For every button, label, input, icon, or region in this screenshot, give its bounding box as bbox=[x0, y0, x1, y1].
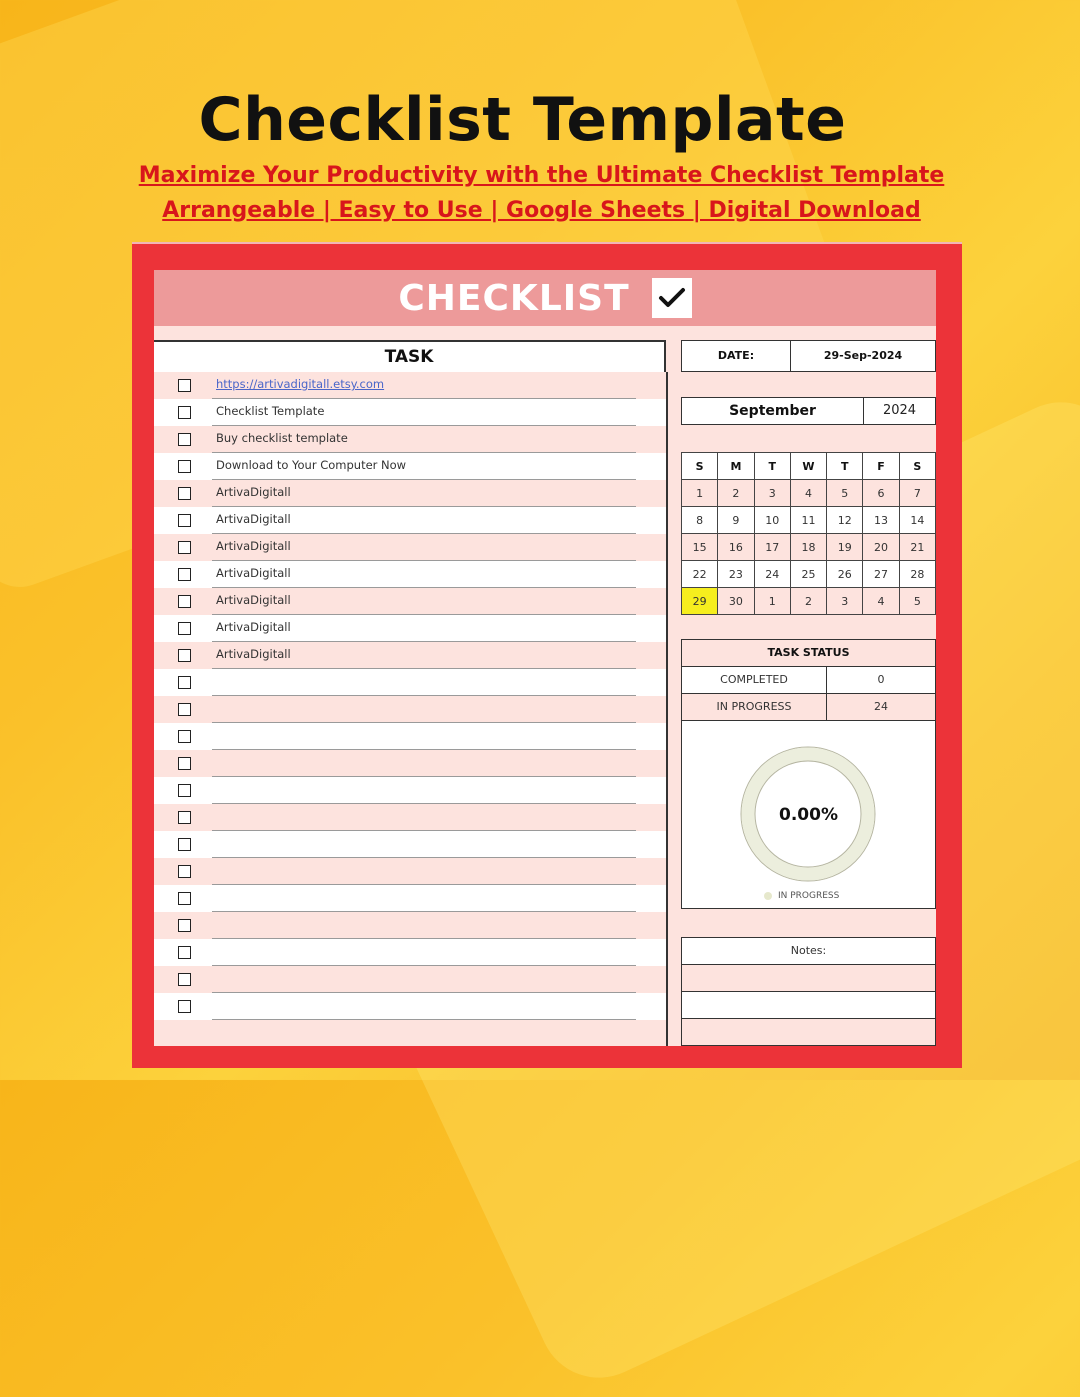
task-row bbox=[154, 966, 666, 993]
task-status-title: TASK STATUS bbox=[681, 639, 936, 667]
date-value[interactable]: 29-Sep-2024 bbox=[823, 349, 903, 362]
task-row bbox=[154, 480, 666, 507]
calendar-day[interactable]: 15 bbox=[682, 534, 718, 561]
task-checkbox[interactable] bbox=[178, 946, 191, 959]
calendar-day[interactable]: 28 bbox=[899, 561, 935, 588]
task-checkbox[interactable] bbox=[178, 433, 191, 446]
calendar-day[interactable]: 12 bbox=[827, 507, 863, 534]
calendar-day[interactable]: 26 bbox=[827, 561, 863, 588]
weekday-label: T bbox=[754, 453, 790, 480]
calendar-day[interactable]: 8 bbox=[682, 507, 718, 534]
calendar-day[interactable]: 14 bbox=[899, 507, 935, 534]
task-row bbox=[154, 777, 666, 804]
task-row bbox=[154, 750, 666, 777]
completed-label: COMPLETED bbox=[682, 667, 827, 693]
task-column bbox=[154, 340, 666, 1046]
calendar-week bbox=[682, 534, 936, 561]
task-row bbox=[154, 426, 666, 453]
task-header: TASK bbox=[154, 340, 666, 372]
calendar-day[interactable]: 9 bbox=[718, 507, 754, 534]
calendar-day[interactable]: 27 bbox=[863, 561, 899, 588]
task-text[interactable]: ArtivaDigitall bbox=[216, 485, 291, 499]
task-checkbox[interactable] bbox=[178, 973, 191, 986]
calendar-day[interactable]: 18 bbox=[790, 534, 826, 561]
task-status bbox=[681, 639, 936, 721]
task-text[interactable]: ArtivaDigitall bbox=[216, 593, 291, 607]
legend-label: IN PROGRESS bbox=[778, 891, 840, 901]
completed-value: 0 bbox=[877, 673, 885, 686]
donut-legend bbox=[764, 891, 839, 901]
notes-line[interactable] bbox=[681, 992, 936, 1019]
checklist-banner bbox=[154, 270, 936, 326]
calendar-day[interactable]: 5 bbox=[899, 588, 935, 615]
task-checkbox[interactable] bbox=[178, 865, 191, 878]
weekday-label: F bbox=[863, 453, 899, 480]
weekday-label: S bbox=[899, 453, 935, 480]
task-text[interactable]: Download to Your Computer Now bbox=[216, 458, 407, 472]
task-row bbox=[154, 831, 666, 858]
calendar-weekday-row bbox=[682, 453, 936, 480]
calendar-day[interactable]: 4 bbox=[790, 480, 826, 507]
task-link[interactable]: https://artivadigitall.etsy.com bbox=[216, 377, 385, 391]
task-checkbox[interactable] bbox=[178, 460, 191, 473]
calendar-day[interactable]: 2 bbox=[790, 588, 826, 615]
subtitle-link[interactable]: Arrangeable | Easy to Use | Google Sheets | Digital Download bbox=[162, 198, 921, 223]
calendar-day[interactable]: 7 bbox=[899, 480, 935, 507]
date-box bbox=[681, 340, 936, 372]
calendar-day[interactable]: 11 bbox=[790, 507, 826, 534]
calendar-day[interactable]: 1 bbox=[754, 588, 790, 615]
calendar-day[interactable]: 30 bbox=[718, 588, 754, 615]
calendar-day[interactable]: 22 bbox=[682, 561, 718, 588]
calendar-day[interactable]: 5 bbox=[827, 480, 863, 507]
task-row bbox=[154, 561, 666, 588]
task-text[interactable]: ArtivaDigitall bbox=[216, 512, 291, 526]
calendar-week bbox=[682, 480, 936, 507]
checklist-sheet bbox=[132, 244, 962, 1068]
weekday-label: W bbox=[790, 453, 826, 480]
page-title: Checklist Template bbox=[198, 85, 847, 155]
task-underline bbox=[212, 1019, 636, 1020]
progress-donut-panel bbox=[681, 721, 936, 909]
task-text[interactable]: Buy checklist template bbox=[216, 431, 348, 445]
year-value[interactable]: 2024 bbox=[882, 403, 917, 418]
task-row bbox=[154, 534, 666, 561]
calendar-day[interactable]: 1 bbox=[682, 480, 718, 507]
task-row bbox=[154, 453, 666, 480]
task-row bbox=[154, 669, 666, 696]
notes-title: Notes: bbox=[681, 937, 936, 965]
task-row bbox=[154, 507, 666, 534]
task-row bbox=[154, 588, 666, 615]
task-checkbox[interactable] bbox=[178, 541, 191, 554]
task-checkbox[interactable] bbox=[178, 676, 191, 689]
calendar-day[interactable]: 24 bbox=[754, 561, 790, 588]
task-checkbox[interactable] bbox=[178, 379, 191, 392]
in-progress-label: IN PROGRESS bbox=[682, 694, 827, 720]
task-checkbox[interactable] bbox=[178, 487, 191, 500]
task-row bbox=[154, 912, 666, 939]
task-row bbox=[154, 723, 666, 750]
task-checkbox[interactable] bbox=[178, 811, 191, 824]
task-row bbox=[154, 399, 666, 426]
weekday-label: S bbox=[682, 453, 718, 480]
task-text[interactable]: ArtivaDigitall bbox=[216, 620, 291, 634]
task-text[interactable]: Checklist Template bbox=[216, 404, 325, 418]
task-checkbox[interactable] bbox=[178, 784, 191, 797]
calendar-day[interactable]: 3 bbox=[754, 480, 790, 507]
task-checkbox[interactable] bbox=[178, 730, 191, 743]
calendar-day[interactable]: 13 bbox=[863, 507, 899, 534]
task-text[interactable]: ArtivaDigitall bbox=[216, 539, 291, 553]
task-row bbox=[154, 885, 666, 912]
task-row bbox=[154, 993, 666, 1020]
task-text[interactable]: ArtivaDigitall bbox=[216, 566, 291, 580]
task-checkbox[interactable] bbox=[178, 838, 191, 851]
calendar-day[interactable]: 4 bbox=[863, 588, 899, 615]
date-label: DATE: bbox=[682, 341, 791, 371]
task-row bbox=[154, 858, 666, 885]
calendar-day[interactable]: 21 bbox=[899, 534, 935, 561]
checkmark-icon bbox=[652, 278, 692, 318]
month-selector bbox=[681, 397, 936, 425]
task-checkbox[interactable] bbox=[178, 919, 191, 932]
task-checkbox[interactable] bbox=[178, 703, 191, 716]
task-checkbox[interactable] bbox=[178, 595, 191, 608]
notes-section bbox=[681, 937, 936, 1046]
calendar-day[interactable]: 23 bbox=[718, 561, 754, 588]
calendar-day[interactable]: 17 bbox=[754, 534, 790, 561]
task-checkbox[interactable] bbox=[178, 1000, 191, 1013]
in-progress-row bbox=[681, 694, 936, 721]
completed-row bbox=[681, 667, 936, 694]
task-checkbox[interactable] bbox=[178, 406, 191, 419]
task-row bbox=[154, 615, 666, 642]
calendar-day[interactable]: 2 bbox=[718, 480, 754, 507]
notes-line[interactable] bbox=[681, 965, 936, 992]
calendar-week bbox=[682, 561, 936, 588]
in-progress-value: 24 bbox=[874, 700, 888, 713]
calendar-day[interactable]: 19 bbox=[827, 534, 863, 561]
calendar-day[interactable]: 29 bbox=[682, 588, 718, 615]
task-row bbox=[154, 939, 666, 966]
task-text[interactable]: ArtivaDigitall bbox=[216, 647, 291, 661]
legend-dot-icon bbox=[764, 892, 772, 900]
weekday-label: T bbox=[827, 453, 863, 480]
calendar-day[interactable]: 6 bbox=[863, 480, 899, 507]
banner-title: CHECKLIST bbox=[398, 277, 630, 319]
calendar-day[interactable]: 3 bbox=[827, 588, 863, 615]
task-row bbox=[154, 642, 666, 669]
progress-percent: 0.00% bbox=[779, 805, 838, 825]
calendar-day[interactable]: 20 bbox=[863, 534, 899, 561]
weekday-label: M bbox=[718, 453, 754, 480]
calendar-day[interactable]: 10 bbox=[754, 507, 790, 534]
task-row bbox=[154, 804, 666, 831]
month-name[interactable]: September bbox=[682, 398, 864, 424]
calendar-day[interactable]: 25 bbox=[790, 561, 826, 588]
task-checkbox[interactable] bbox=[178, 568, 191, 581]
task-checkbox[interactable] bbox=[178, 757, 191, 770]
task-checkbox[interactable] bbox=[178, 649, 191, 662]
notes-line[interactable] bbox=[681, 1019, 936, 1046]
calendar-day[interactable]: 16 bbox=[718, 534, 754, 561]
calendar-grid bbox=[681, 452, 936, 615]
subtitle-link[interactable]: Maximize Your Productivity with the Ultimate Checklist Template bbox=[138, 163, 945, 188]
task-checkbox[interactable] bbox=[178, 892, 191, 905]
task-row bbox=[154, 696, 666, 723]
task-checkbox[interactable] bbox=[178, 622, 191, 635]
calendar-week bbox=[682, 507, 936, 534]
task-checkbox[interactable] bbox=[178, 514, 191, 527]
task-list bbox=[154, 372, 668, 1046]
calendar-week bbox=[682, 588, 936, 615]
sheet-inner bbox=[154, 270, 936, 1046]
task-row bbox=[154, 372, 666, 399]
